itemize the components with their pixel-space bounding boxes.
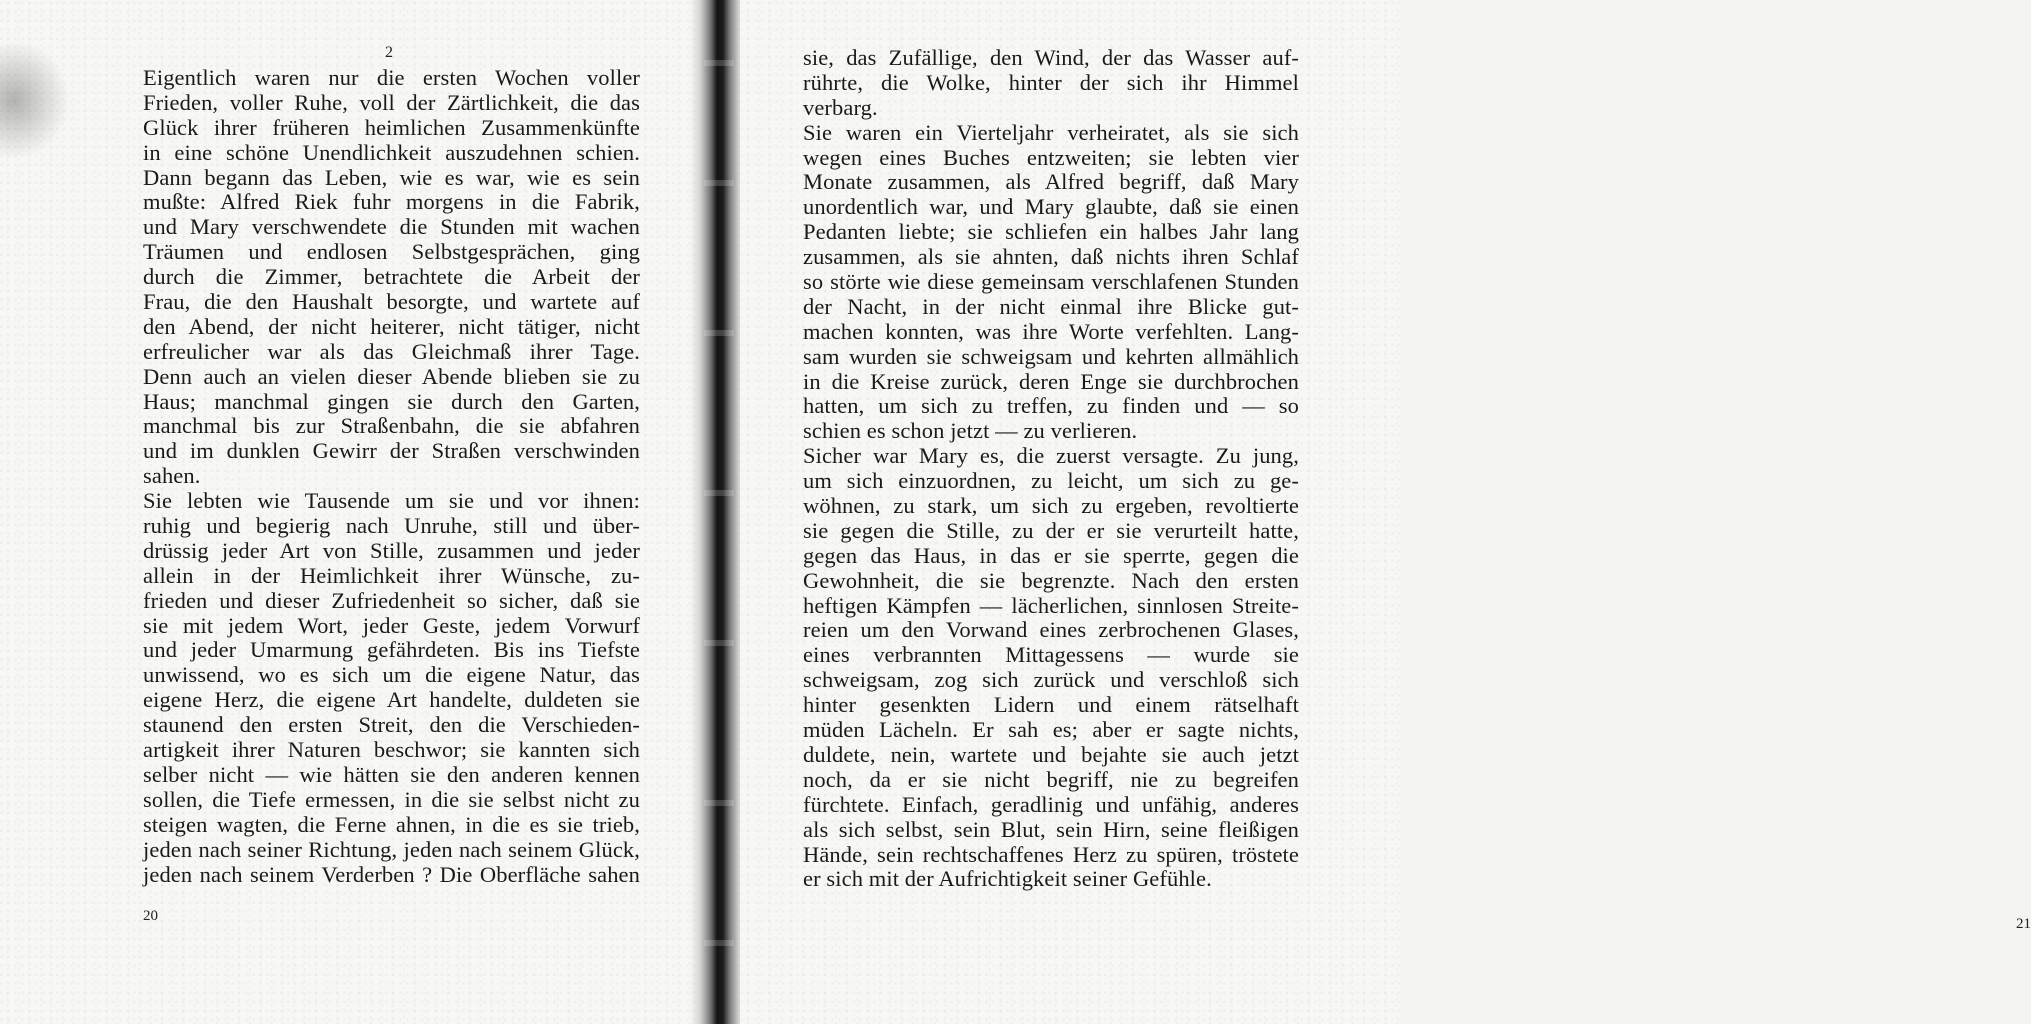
text-line: unwissend, wo es sich um die eigene Natur, das bbox=[143, 662, 640, 688]
text-line: gegen das Haus, in das er sie sperrte, gegen die bbox=[803, 542, 1299, 568]
text-line: verbarg. bbox=[803, 94, 878, 120]
chapter-number: 2 bbox=[385, 44, 393, 61]
text-line: Haus; manchmal gingen sie durch den Garten, bbox=[143, 388, 640, 414]
text-line: eines verbrannten Mittagessens — wurde sie bbox=[803, 642, 1299, 668]
binding-thread bbox=[704, 800, 734, 806]
text-line: Dann begann das Leben, wie es war, wie es sein bbox=[143, 164, 640, 190]
text-line: und Mary verschwendete die Stunden mit wachen bbox=[143, 214, 640, 240]
text-line: und jeder Umarmung gefährdeten. Bis ins Tiefste bbox=[143, 637, 640, 663]
text-line: fürchtete. Einfach, geradlinig und unfähig, anderes bbox=[803, 791, 1299, 817]
text-line: artigkeit ihrer Naturen beschwor; sie kannten sich bbox=[143, 737, 640, 763]
text-line: erfreulicher war als das Gleichmaß ihrer Tage. bbox=[143, 338, 640, 364]
text-line: mußte: Alfred Riek fuhr morgens in die Fabrik, bbox=[143, 189, 640, 215]
text-line: wöhnen, zu stark, um sich zu ergeben, revoltierte bbox=[803, 493, 1299, 519]
binding-thread bbox=[704, 490, 734, 496]
text-line: Denn auch an vielen dieser Abende blieben sie zu bbox=[143, 363, 640, 389]
text-line: Sie waren ein Vierteljahr verheiratet, als sie sich bbox=[803, 119, 1299, 145]
text-line: zusammen, als sie ahnten, daß nichts ihren Schlaf bbox=[803, 244, 1299, 270]
text-line: machen konnten, was ihre Worte verfehlten. Lang- bbox=[803, 318, 1299, 344]
text-line: der Nacht, in der nicht einmal ihre Blicke gut- bbox=[803, 293, 1299, 319]
text-line: hinter gesenkten Lidern und einem rätselhaft bbox=[803, 692, 1299, 718]
text-line: Gewohnheit, die sie begrenzte. Nach den ersten bbox=[803, 567, 1299, 593]
left-page-text bbox=[143, 66, 640, 887]
page-number-right: 21 bbox=[2016, 916, 2031, 932]
text-line: und im dunklen Gewirr der Straßen verschwinden bbox=[143, 438, 640, 464]
text-line: sie mit jedem Wort, jeder Geste, jedem Vorwurf bbox=[143, 612, 640, 638]
text-line: selber nicht — wie hätten sie den anderen kennen bbox=[143, 761, 640, 787]
binding-thread bbox=[704, 330, 734, 336]
page-number-left: 20 bbox=[143, 908, 158, 924]
text-line: staunend den ersten Streit, den die Verschieden- bbox=[143, 712, 640, 738]
text-line: den Abend, der nicht heiterer, nicht tätiger, nicht bbox=[143, 313, 640, 339]
text-line: jeden nach seiner Richtung, jeden nach seinem Glück, bbox=[143, 836, 640, 862]
scan-edge-shadow bbox=[0, 40, 70, 160]
text-line: duldete, nein, wartete und bejahte sie auch jetzt bbox=[803, 741, 1299, 767]
text-line: als sich selbst, sein Blut, sein Hirn, seine fleißigen bbox=[803, 816, 1299, 842]
text-line: hatten, um sich zu treffen, zu finden und — so bbox=[803, 393, 1299, 419]
text-line: er sich mit der Aufrichtigkeit seiner Gefühle. bbox=[803, 866, 1212, 892]
text-line: in die Kreise zurück, deren Enge sie durchbrochen bbox=[803, 368, 1299, 394]
text-line: so störte wie diese gemeinsam verschlafenen Stunden bbox=[803, 269, 1299, 295]
text-line: in eine schöne Unendlichkeit auszudehnen schien. bbox=[143, 139, 640, 165]
text-line: Monate zusammen, als Alfred begriff, daß Mary bbox=[803, 169, 1299, 195]
text-line: rührte, die Wolke, hinter der sich ihr Himmel bbox=[803, 69, 1299, 95]
text-line: Frieden, voller Ruhe, voll der Zärtlichkeit, die das bbox=[143, 89, 640, 115]
text-line: drüssig jeder Art von Stille, zusammen und jeder bbox=[143, 537, 640, 563]
text-line: reien um den Vorwand eines zerbrochenen Glases, bbox=[803, 617, 1299, 643]
text-line: sahen. bbox=[143, 463, 201, 489]
text-line: sollen, die Tiefe ermessen, in die sie selbst nicht zu bbox=[143, 786, 640, 812]
text-line: sie, das Zufällige, den Wind, der das Wasser auf- bbox=[803, 45, 1299, 70]
text-line: Sicher war Mary es, die zuerst versagte. Zu jung, bbox=[803, 443, 1299, 469]
text-line: Pedanten liebte; sie schliefen ein halbes Jahr lang bbox=[803, 219, 1299, 245]
text-line: noch, da er sie nicht begriff, nie zu begreifen bbox=[803, 766, 1299, 792]
text-line: Sie lebten wie Tausende um sie und vor ihnen: bbox=[143, 488, 640, 514]
left-page bbox=[0, 0, 700, 1024]
right-page-text bbox=[803, 46, 1299, 892]
text-line: frieden und dieser Zufriedenheit so sicher, daß sie bbox=[143, 587, 640, 613]
text-line: manchmal bis zur Straßenbahn, die sie abfahren bbox=[143, 413, 640, 439]
text-line: durch die Zimmer, betrachtete die Arbeit der bbox=[143, 264, 640, 290]
text-line: sie gegen die Stille, zu der er sie verurteilt hatte, bbox=[803, 517, 1299, 543]
text-line: ruhig und begierig nach Unruhe, still und über- bbox=[143, 513, 640, 539]
text-line: allein in der Heimlichkeit ihrer Wünsche, zu- bbox=[143, 562, 640, 588]
binding-thread bbox=[704, 60, 734, 66]
text-line: jeden nach seinem Verderben ? Die Oberfläche sahen bbox=[143, 861, 640, 887]
binding-thread bbox=[704, 640, 734, 646]
text-line: Eigentlich waren nur die ersten Wochen voller bbox=[143, 65, 640, 90]
text-line: eigene Herz, die eigene Art handelte, duldeten sie bbox=[143, 687, 640, 713]
text-line: schien es schon jetzt — zu verlieren. bbox=[803, 418, 1138, 444]
binding-thread bbox=[704, 940, 734, 946]
text-line: Hände, sein rechtschaffenes Herz zu spüren, tröstete bbox=[803, 841, 1299, 867]
text-line: müden Lächeln. Er sah es; aber er sagte nichts, bbox=[803, 717, 1299, 743]
text-line: Frau, die den Haushalt besorgte, und wartete auf bbox=[143, 289, 640, 315]
binding-thread bbox=[704, 180, 734, 186]
text-line: um sich einzuordnen, zu leicht, um sich zu ge- bbox=[803, 468, 1299, 494]
text-line: heftigen Kämpfen — lächerlichen, sinnlosen Streite- bbox=[803, 592, 1299, 618]
text-line: Glück ihrer früheren heimlichen Zusammenkünfte bbox=[143, 114, 640, 140]
text-line: Träumen und endlosen Selbstgesprächen, ging bbox=[143, 239, 640, 265]
text-line: wegen eines Buches entzweiten; sie lebten vier bbox=[803, 144, 1299, 170]
text-line: steigen wagten, die Ferne ahnen, in die es sie trieb, bbox=[143, 811, 640, 837]
text-line: sam wurden sie schweigsam und kehrten allmählich bbox=[803, 343, 1299, 369]
text-line: unordentlich war, und Mary glaubte, daß sie einen bbox=[803, 194, 1299, 220]
text-line: schweigsam, zog sich zurück und verschloß sich bbox=[803, 667, 1299, 693]
